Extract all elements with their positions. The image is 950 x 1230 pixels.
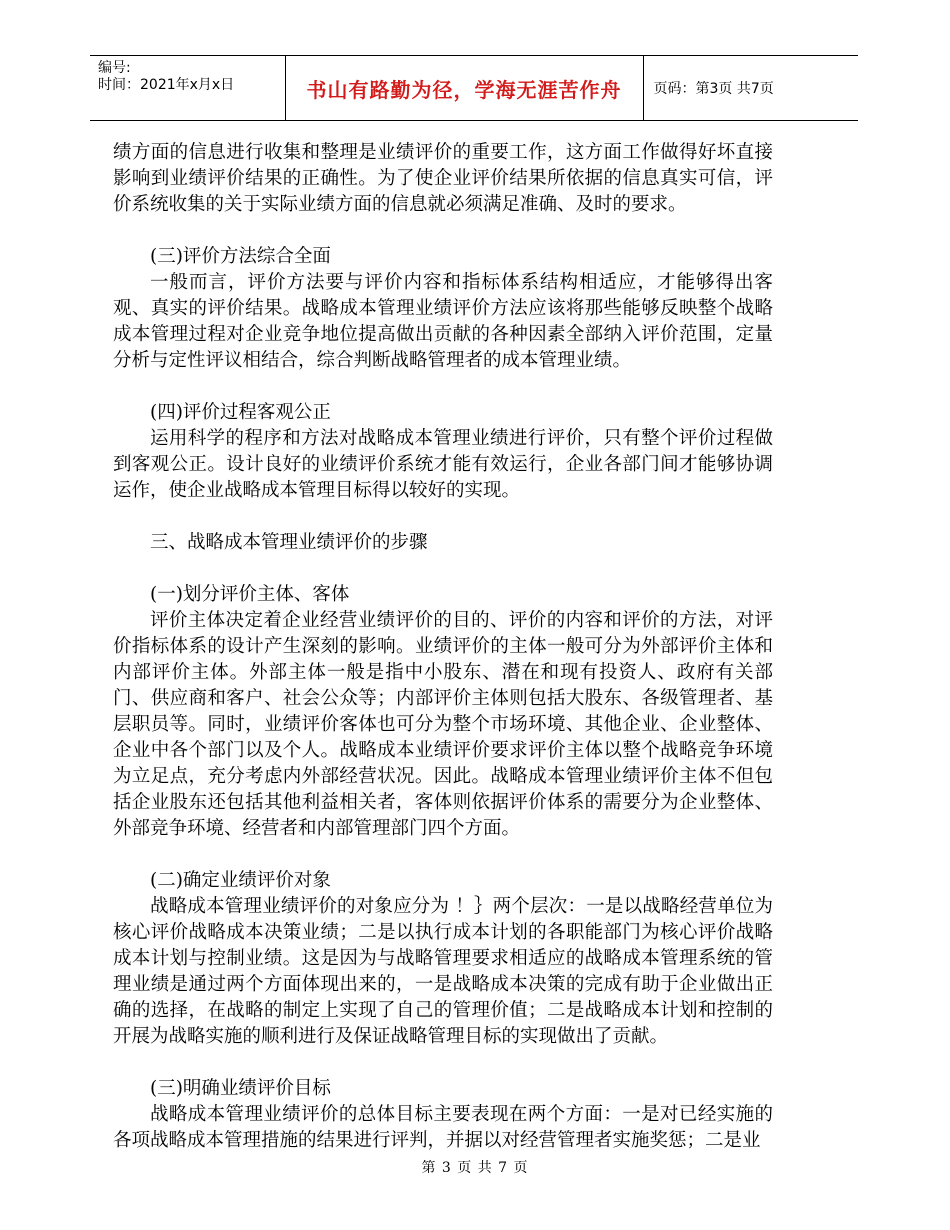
- paragraph-gap: [113, 504, 773, 530]
- paragraph-gap: [113, 556, 773, 582]
- body-paragraph: 绩方面的信息进行收集和整理是业绩评价的重要工作，这方面工作做得好坏直接影响到业绩评价结果的正确性。为了使企业评价结果所依据的信息真实可信，评价系统收集的关于实际业绩方面的信息就必须满足准确、及时的要求。: [113, 142, 773, 215]
- paragraph-gap: [113, 218, 773, 244]
- subsection-heading: (四)评价过程客观公正: [150, 402, 331, 423]
- body-paragraph: 战略成本管理业绩评价的总体目标主要表现在两个方面：一是对已经实施的各项战略成本管理措施的结果进行评判，并据以对经营管理者实施奖惩；二是业: [113, 1104, 773, 1151]
- page-header: [90, 55, 858, 121]
- body-paragraph: 战略成本管理业绩评价的对象应分为 ！｝两个层次：一是以战略经营单位为核心评价战略成本决策业绩；二是以执行成本计划的各职能部门为核心评价战略成本计划与控制业绩。这是因为与战略管理要求相适应的战略成本管理系统的管理业绩是通过两个方面体现出来的，一是战略成本决策的完成有助于企业做出正确的选择，在战略的制定上实现了自己的管理价值；二是战略成本计划和控制的开展为战略实施的顺利进行及保证战略管理目标的实现做出了贡献。: [113, 896, 773, 1047]
- header-motto-cell: [285, 56, 643, 121]
- header-page-info: 页码：第3页 共7页: [643, 56, 858, 121]
- document-body: [113, 140, 773, 1154]
- paragraph-gap: [113, 374, 773, 400]
- document-number-label: 编号:: [98, 60, 131, 76]
- page-footer: 第 3 页 共 7 页: [421, 1160, 529, 1176]
- header-meta: [90, 56, 285, 121]
- subsection-heading: (一)划分评价主体、客体: [150, 584, 350, 605]
- document-time-label: 时间：2021年x月x日: [98, 77, 235, 93]
- body-paragraph: 一般而言，评价方法要与评价内容和指标体系结构相适应，才能够得出客观、真实的评价结果。战略成本管理业绩评价方法应该将那些能够反映整个战略成本管理过程对企业竞争地位提高做出贡献的各种因素全部纳入评价范围，定量分析与定性评议相结合，综合判断战略管理者的成本管理业绩。: [113, 272, 773, 371]
- section-heading: 三、战略成本管理业绩评价的步骤: [150, 532, 428, 553]
- header-motto: 书山有路勤为径，学海无涯苦作舟: [306, 77, 622, 102]
- body-paragraph: 评价主体决定着企业经营业绩评价的目的、评价的内容和评价的方法，对评价指标体系的设计产生深刻的影响。业绩评价的主体一般可分为外部评价主体和内部评价主体。外部主体一般是指中小股东、潜在和现有投资人、政府有关部门、供应商和客户、社会公众等；内部评价主体则包括大股东、各级管理者、基层职员等。同时，业绩评价客体也可分为整个市场环境、其他企业、企业整体、企业中各个部门以及个人。战略成本业绩评价要求评价主体以整个战略竞争环境为立足点，充分考虑内外部经营状况。因此。战略成本管理业绩评价主体不但包括企业股东还包括其他利益相关者，客体则依据评价体系的需要分为企业整体、外部竞争环境、经营者和内部管理部门四个方面。: [113, 610, 773, 839]
- paragraph-gap: [113, 842, 773, 868]
- subsection-heading: (三)评价方法综合全面: [150, 246, 331, 267]
- body-paragraph: 运用科学的程序和方法对战略成本管理业绩进行评价，只有整个评价过程做到客观公正。设计良好的业绩评价系统才能有效运行，企业各部门间才能够协调运作，使企业战略成本管理目标得以较好的实现。: [113, 428, 773, 501]
- paragraph-gap: [113, 1050, 773, 1076]
- subsection-heading: (二)确定业绩评价对象: [150, 870, 331, 891]
- subsection-heading: (三)明确业绩评价目标: [150, 1078, 331, 1099]
